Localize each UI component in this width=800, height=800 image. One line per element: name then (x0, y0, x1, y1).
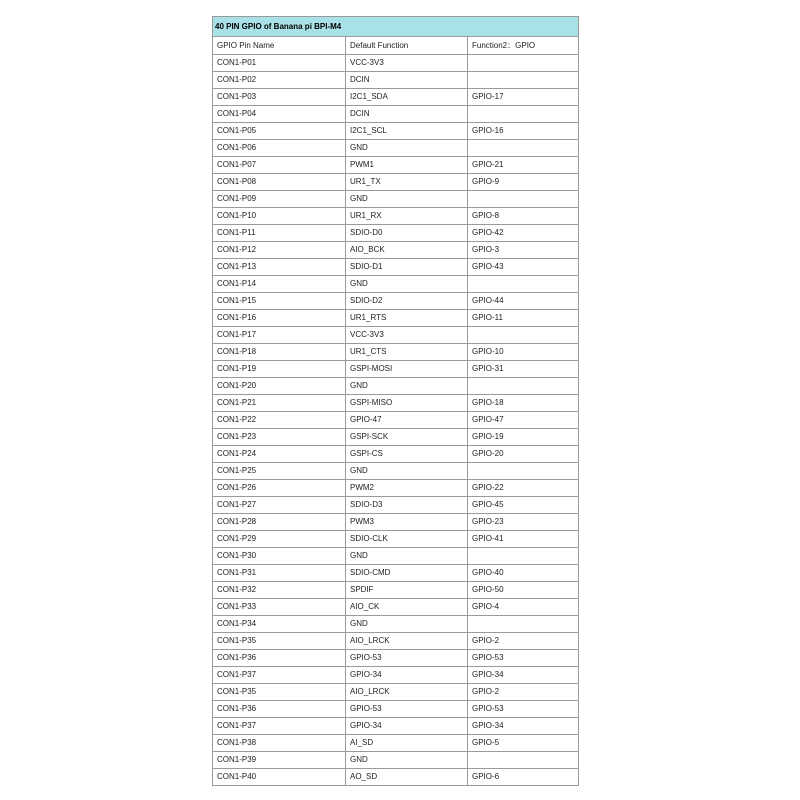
function2-cell (468, 327, 579, 344)
default-function-cell: I2C1_SCL (346, 123, 468, 140)
function2-cell: GPIO-47 (468, 412, 579, 429)
default-function-cell: GND (346, 191, 468, 208)
default-function-cell: UR1_TX (346, 174, 468, 191)
pin-name-cell: CON1-P18 (213, 344, 346, 361)
table-row (213, 106, 579, 123)
pin-name-cell: CON1-P32 (213, 582, 346, 599)
default-function-cell: SDIO-D0 (346, 225, 468, 242)
default-function-cell: AIO_LRCK (346, 633, 468, 650)
function2-cell (468, 616, 579, 633)
default-function-cell: SPDIF (346, 582, 468, 599)
default-function-cell: GND (346, 140, 468, 157)
default-function-cell: GSPI-CS (346, 446, 468, 463)
default-function-cell: UR1_RTS (346, 310, 468, 327)
table-row (213, 157, 579, 174)
pin-name-cell: CON1-P23 (213, 429, 346, 446)
table-row (213, 446, 579, 463)
pin-name-cell: CON1-P29 (213, 531, 346, 548)
table-row (213, 582, 579, 599)
pin-name-cell: CON1-P02 (213, 72, 346, 89)
table-row (213, 72, 579, 89)
function2-cell (468, 378, 579, 395)
default-function-cell: GSPI-MOSI (346, 361, 468, 378)
table-row (213, 480, 579, 497)
function2-cell (468, 276, 579, 293)
table-row (213, 735, 579, 752)
pin-name-cell: CON1-P37 (213, 667, 346, 684)
default-function-cell: SDIO-D3 (346, 497, 468, 514)
default-function-cell: GND (346, 378, 468, 395)
default-function-cell: SDIO-D1 (346, 259, 468, 276)
default-function-cell: GPIO-34 (346, 667, 468, 684)
pin-name-cell: CON1-P13 (213, 259, 346, 276)
table-row (213, 276, 579, 293)
function2-cell: GPIO-40 (468, 565, 579, 582)
default-function-cell: GND (346, 616, 468, 633)
column-header-function2: Function2：GPIO (468, 37, 579, 55)
pin-name-cell: CON1-P07 (213, 157, 346, 174)
default-function-cell: AIO_LRCK (346, 684, 468, 701)
pin-name-cell: CON1-P26 (213, 480, 346, 497)
table-row (213, 174, 579, 191)
default-function-cell: AIO_CK (346, 599, 468, 616)
pin-name-cell: CON1-P35 (213, 633, 346, 650)
column-header-default-function: Default Function (346, 37, 468, 55)
default-function-cell: GSPI-SCK (346, 429, 468, 446)
pin-name-cell: CON1-P36 (213, 650, 346, 667)
table-row (213, 259, 579, 276)
default-function-cell: GPIO-34 (346, 718, 468, 735)
function2-cell: GPIO-8 (468, 208, 579, 225)
function2-cell: GPIO-21 (468, 157, 579, 174)
table-row (213, 378, 579, 395)
table-row (213, 531, 579, 548)
table-row (213, 191, 579, 208)
table-row (213, 769, 579, 786)
table-row (213, 616, 579, 633)
pin-name-cell: CON1-P19 (213, 361, 346, 378)
default-function-cell: GPIO-53 (346, 701, 468, 718)
function2-cell: GPIO-53 (468, 650, 579, 667)
pin-name-cell: CON1-P24 (213, 446, 346, 463)
function2-cell: GPIO-5 (468, 735, 579, 752)
pin-name-cell: CON1-P22 (213, 412, 346, 429)
function2-cell: GPIO-11 (468, 310, 579, 327)
table-row (213, 599, 579, 616)
table-row (213, 395, 579, 412)
function2-cell: GPIO-10 (468, 344, 579, 361)
table-row (213, 463, 579, 480)
function2-cell: GPIO-45 (468, 497, 579, 514)
function2-cell: GPIO-53 (468, 701, 579, 718)
pin-name-cell: CON1-P12 (213, 242, 346, 259)
function2-cell: GPIO-44 (468, 293, 579, 310)
function2-cell: GPIO-16 (468, 123, 579, 140)
default-function-cell: PWM3 (346, 514, 468, 531)
table-title: 40 PIN GPIO of Banana pi BPI-M4 (213, 17, 579, 37)
function2-cell: GPIO-19 (468, 429, 579, 446)
table-row (213, 429, 579, 446)
column-header-pin-name: GPIO Pin Name (213, 37, 346, 55)
pin-name-cell: CON1-P40 (213, 769, 346, 786)
table-row (213, 701, 579, 718)
table-row (213, 140, 579, 157)
function2-cell: GPIO-34 (468, 718, 579, 735)
pin-name-cell: CON1-P09 (213, 191, 346, 208)
table-header-row (213, 37, 579, 55)
default-function-cell: VCC-3V3 (346, 327, 468, 344)
function2-cell (468, 752, 579, 769)
default-function-cell: UR1_CTS (346, 344, 468, 361)
table-row (213, 718, 579, 735)
function2-cell: GPIO-9 (468, 174, 579, 191)
default-function-cell: PWM1 (346, 157, 468, 174)
function2-cell (468, 106, 579, 123)
pin-name-cell: CON1-P10 (213, 208, 346, 225)
pin-name-cell: CON1-P39 (213, 752, 346, 769)
pin-name-cell: CON1-P30 (213, 548, 346, 565)
default-function-cell: AIO_BCK (346, 242, 468, 259)
pin-name-cell: CON1-P17 (213, 327, 346, 344)
table-row (213, 225, 579, 242)
pin-name-cell: CON1-P03 (213, 89, 346, 106)
pin-name-cell: CON1-P06 (213, 140, 346, 157)
table-row (213, 667, 579, 684)
default-function-cell: VCC-3V3 (346, 55, 468, 72)
table-row (213, 633, 579, 650)
function2-cell (468, 140, 579, 157)
pin-name-cell: CON1-P27 (213, 497, 346, 514)
function2-cell: GPIO-18 (468, 395, 579, 412)
table-row (213, 327, 579, 344)
table-title-row (213, 17, 579, 37)
function2-cell (468, 191, 579, 208)
pin-name-cell: CON1-P28 (213, 514, 346, 531)
pin-name-cell: CON1-P20 (213, 378, 346, 395)
table-row (213, 55, 579, 72)
table-row (213, 412, 579, 429)
table-row (213, 293, 579, 310)
pin-name-cell: CON1-P05 (213, 123, 346, 140)
function2-cell: GPIO-43 (468, 259, 579, 276)
pin-name-cell: CON1-P16 (213, 310, 346, 327)
function2-cell: GPIO-31 (468, 361, 579, 378)
function2-cell: GPIO-41 (468, 531, 579, 548)
pin-name-cell: CON1-P38 (213, 735, 346, 752)
pin-name-cell: CON1-P35 (213, 684, 346, 701)
gpio-pin-table (212, 16, 579, 786)
pin-name-cell: CON1-P36 (213, 701, 346, 718)
table-row (213, 361, 579, 378)
function2-cell: GPIO-23 (468, 514, 579, 531)
default-function-cell: GND (346, 752, 468, 769)
function2-cell: GPIO-34 (468, 667, 579, 684)
function2-cell: GPIO-42 (468, 225, 579, 242)
pin-name-cell: CON1-P33 (213, 599, 346, 616)
function2-cell: GPIO-20 (468, 446, 579, 463)
gpio-pin-table-body (213, 17, 579, 786)
table-row (213, 548, 579, 565)
function2-cell (468, 55, 579, 72)
pin-name-cell: CON1-P04 (213, 106, 346, 123)
function2-cell: GPIO-6 (468, 769, 579, 786)
function2-cell: GPIO-4 (468, 599, 579, 616)
pin-name-cell: CON1-P34 (213, 616, 346, 633)
pin-name-cell: CON1-P37 (213, 718, 346, 735)
table-row (213, 565, 579, 582)
default-function-cell: PWM2 (346, 480, 468, 497)
default-function-cell: GND (346, 548, 468, 565)
function2-cell: GPIO-50 (468, 582, 579, 599)
default-function-cell: GND (346, 463, 468, 480)
default-function-cell: GSPI-MISO (346, 395, 468, 412)
pin-name-cell: CON1-P15 (213, 293, 346, 310)
function2-cell: GPIO-22 (468, 480, 579, 497)
function2-cell (468, 548, 579, 565)
function2-cell: GPIO-2 (468, 633, 579, 650)
function2-cell: GPIO-2 (468, 684, 579, 701)
table-row (213, 310, 579, 327)
table-row (213, 123, 579, 140)
default-function-cell: UR1_RX (346, 208, 468, 225)
default-function-cell: GPIO-47 (346, 412, 468, 429)
function2-cell (468, 463, 579, 480)
default-function-cell: GPIO-53 (346, 650, 468, 667)
table-row (213, 242, 579, 259)
default-function-cell: GND (346, 276, 468, 293)
table-row (213, 514, 579, 531)
pin-name-cell: CON1-P11 (213, 225, 346, 242)
pin-name-cell: CON1-P14 (213, 276, 346, 293)
pin-name-cell: CON1-P25 (213, 463, 346, 480)
pin-name-cell: CON1-P31 (213, 565, 346, 582)
table-row (213, 344, 579, 361)
default-function-cell: AI_SD (346, 735, 468, 752)
default-function-cell: SDIO-D2 (346, 293, 468, 310)
pin-name-cell: CON1-P08 (213, 174, 346, 191)
default-function-cell: SDIO-CMD (346, 565, 468, 582)
default-function-cell: AO_SD (346, 769, 468, 786)
default-function-cell: I2C1_SDA (346, 89, 468, 106)
pin-name-cell: CON1-P21 (213, 395, 346, 412)
default-function-cell: SDIO-CLK (346, 531, 468, 548)
table-row (213, 684, 579, 701)
table-row (213, 497, 579, 514)
table-row (213, 89, 579, 106)
table-row (213, 208, 579, 225)
function2-cell (468, 72, 579, 89)
table-row (213, 752, 579, 769)
function2-cell: GPIO-17 (468, 89, 579, 106)
table-row (213, 650, 579, 667)
default-function-cell: DCIN (346, 72, 468, 89)
function2-cell: GPIO-3 (468, 242, 579, 259)
pin-name-cell: CON1-P01 (213, 55, 346, 72)
default-function-cell: DCIN (346, 106, 468, 123)
